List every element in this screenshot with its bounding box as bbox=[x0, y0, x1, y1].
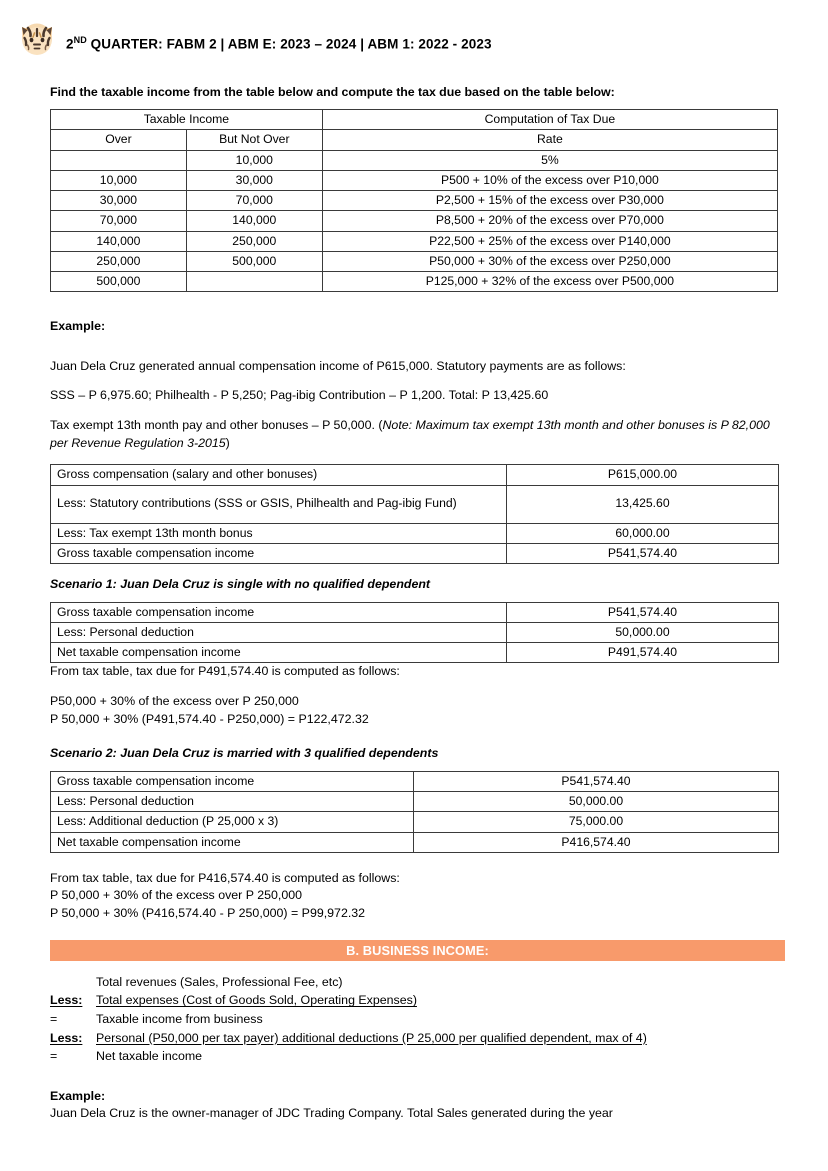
cell-value: 75,000.00 bbox=[414, 812, 779, 832]
document-body bbox=[0, 85, 828, 1123]
cell-but-not-over: 250,000 bbox=[186, 231, 322, 251]
cell-over: 250,000 bbox=[51, 251, 187, 271]
cell-value: 50,000.00 bbox=[507, 622, 779, 642]
line-3-plain: Tax exempt 13th month pay and other bonuses – P 50,000. ( bbox=[50, 418, 383, 433]
list-item-text: Personal (P50,000 per tax payer) additional deductions (P 25,000 per qualified dependent, max of 4) bbox=[96, 1030, 647, 1045]
cell-value: 50,000.00 bbox=[414, 792, 779, 812]
cell-rate: 5% bbox=[322, 150, 777, 170]
scenario-2-heading: Scenario 2: Juan Dela Cruz is married with 3 qualified dependents bbox=[50, 746, 439, 761]
list-item bbox=[50, 991, 778, 1010]
cell-value: P615,000.00 bbox=[507, 465, 779, 485]
cell-label: Gross compensation (salary and other bonuses) bbox=[51, 465, 507, 485]
scenario-1-heading: Scenario 1: Juan Dela Cruz is single with no qualified dependent bbox=[50, 577, 431, 592]
title-main: QUARTER: FABM 2 | ABM E: 2023 – 2024 | ABM 1: 2022 - 2023 bbox=[90, 36, 492, 52]
cell-label: Less: Personal deduction bbox=[51, 792, 414, 812]
cell-but-not-over: 140,000 bbox=[186, 211, 322, 231]
table-row bbox=[51, 812, 779, 832]
scenario-2-calc-line-1: P 50,000 + 30% of the excess over P 250,000 bbox=[50, 888, 303, 903]
business-income-banner: B. BUSINESS INCOME: bbox=[50, 940, 785, 961]
cell-over: 70,000 bbox=[51, 211, 187, 231]
cell-but-not-over: 10,000 bbox=[186, 150, 322, 170]
list-item-tag: Less: bbox=[50, 993, 83, 1008]
table-row bbox=[51, 485, 779, 523]
cell-label: Less: Statutory contributions (SSS or GSIS, Philhealth and Pag-ibig Fund) bbox=[51, 485, 507, 523]
scenario-1-note: From tax table, tax due for P491,574.40 is computed as follows: bbox=[50, 664, 400, 679]
cell-rate: P125,000 + 32% of the excess over P500,000 bbox=[322, 272, 777, 292]
business-income-list bbox=[50, 973, 778, 1066]
cell-rate: P50,000 + 30% of the excess over P250,000 bbox=[322, 251, 777, 271]
group-header-computation: Computation of Tax Due bbox=[322, 110, 777, 130]
cell-rate: P500 + 10% of the excess over P10,000 bbox=[322, 170, 777, 190]
cell-label: Net taxable compensation income bbox=[51, 832, 414, 852]
column-header-rate: Rate bbox=[322, 130, 777, 150]
table-row bbox=[51, 832, 779, 852]
list-item-tag: = bbox=[50, 1049, 58, 1064]
list-item-text: Net taxable income bbox=[96, 1049, 203, 1064]
cell-over: 500,000 bbox=[51, 272, 187, 292]
list-item-tag: Less: bbox=[50, 1030, 83, 1045]
cell-label: Less: Personal deduction bbox=[51, 622, 507, 642]
cell-value: 13,425.60 bbox=[507, 485, 779, 523]
cell-but-not-over: 500,000 bbox=[186, 251, 322, 271]
cell-but-not-over bbox=[186, 272, 322, 292]
cell-over: 140,000 bbox=[51, 231, 187, 251]
cell-label: Less: Tax exempt 13th month bonus bbox=[51, 523, 507, 543]
scenario-2-calc-line-2: P 50,000 + 30% (P416,574.40 - P 250,000) = P99,972.32 bbox=[50, 906, 366, 921]
document-header bbox=[0, 0, 828, 62]
example-2-heading: Example: bbox=[50, 1088, 106, 1103]
cell-label: Net taxable compensation income bbox=[51, 643, 507, 663]
table-header-row bbox=[51, 110, 778, 130]
cell-rate: P2,500 + 15% of the excess over P30,000 bbox=[322, 191, 777, 211]
column-header-over: Over bbox=[51, 130, 187, 150]
cell-over: 30,000 bbox=[51, 191, 187, 211]
scenario-1-calc-line-2: P 50,000 + 30% (P491,574.40 - P250,000) = P122,472.32 bbox=[50, 711, 369, 726]
table-row bbox=[51, 771, 779, 791]
cell-rate: P22,500 + 25% of the excess over P140,000 bbox=[322, 231, 777, 251]
example-1-line-1: Juan Dela Cruz generated annual compensation income of P615,000. Statutory payments are as follows: bbox=[50, 358, 626, 373]
example-1-line-3 bbox=[50, 417, 778, 452]
table-row bbox=[51, 602, 779, 622]
cell-rate: P8,500 + 20% of the excess over P70,000 bbox=[322, 211, 777, 231]
group-header-taxable-income: Taxable Income bbox=[51, 110, 323, 130]
table-row bbox=[51, 251, 778, 271]
cell-value: P541,574.40 bbox=[414, 771, 779, 791]
tiger-face-icon bbox=[14, 14, 60, 60]
cell-value: P416,574.40 bbox=[414, 832, 779, 852]
gross-compensation-table bbox=[50, 464, 779, 564]
title-number: 2 bbox=[66, 36, 74, 52]
example-1-line-2: SSS – P 6,975.60; Philhealth - P 5,250; Pag-ibig Contribution – P 1,200. Total: P 13,425.60 bbox=[50, 388, 549, 403]
line-3-note: Note: Maximum tax exempt 13th month and other bonuses is P 82,000 per Revenue Regulation 3-2015 bbox=[50, 418, 770, 450]
list-item-tag: = bbox=[50, 1011, 58, 1026]
table-row bbox=[51, 792, 779, 812]
table-row bbox=[51, 465, 779, 485]
table-subheader-row bbox=[51, 130, 778, 150]
table-row bbox=[51, 272, 778, 292]
table-row bbox=[51, 150, 778, 170]
example-2-line-1: Juan Dela Cruz is the owner-manager of JDC Trading Company. Total Sales generated during the year bbox=[50, 1106, 613, 1121]
line-3-close: ) bbox=[225, 435, 230, 450]
table-row bbox=[51, 622, 779, 642]
page-title bbox=[66, 23, 492, 52]
table-row bbox=[51, 191, 778, 211]
cell-label: Gross taxable compensation income bbox=[51, 602, 507, 622]
list-item bbox=[50, 973, 778, 992]
title-ordinal: ND bbox=[73, 34, 87, 45]
cell-over bbox=[51, 150, 187, 170]
cell-over: 10,000 bbox=[51, 170, 187, 190]
cell-label: Gross taxable compensation income bbox=[51, 771, 414, 791]
cell-label: Gross taxable compensation income bbox=[51, 543, 507, 563]
cell-value: P541,574.40 bbox=[507, 602, 779, 622]
intro-instruction: Find the taxable income from the table below and compute the tax due based on the table below: bbox=[50, 85, 615, 99]
list-item bbox=[50, 1047, 778, 1066]
column-header-but-not-over: But Not Over bbox=[186, 130, 322, 150]
list-item bbox=[50, 1010, 778, 1029]
tax-bracket-table bbox=[50, 109, 778, 292]
table-row bbox=[51, 643, 779, 663]
list-item-text: Total expenses (Cost of Goods Sold, Operating Expenses) bbox=[96, 993, 417, 1008]
cell-value: P491,574.40 bbox=[507, 643, 779, 663]
table-row bbox=[51, 170, 778, 190]
cell-but-not-over: 30,000 bbox=[186, 170, 322, 190]
table-row bbox=[51, 231, 778, 251]
table-row bbox=[51, 211, 778, 231]
cell-value: P541,574.40 bbox=[507, 543, 779, 563]
cell-label: Less: Additional deduction (P 25,000 x 3) bbox=[51, 812, 414, 832]
list-item-text: Total revenues (Sales, Professional Fee, etc) bbox=[96, 974, 343, 989]
example-1-heading: Example: bbox=[50, 319, 106, 334]
scenario-1-calc-line-1: P50,000 + 30% of the excess over P 250,000 bbox=[50, 694, 299, 709]
scenario-1-table bbox=[50, 602, 779, 664]
cell-but-not-over: 70,000 bbox=[186, 191, 322, 211]
list-item-text: Taxable income from business bbox=[96, 1011, 263, 1026]
cell-value: 60,000.00 bbox=[507, 523, 779, 543]
list-item bbox=[50, 1029, 778, 1048]
table-row bbox=[51, 523, 779, 543]
table-row bbox=[51, 543, 779, 563]
scenario-2-note: From tax table, tax due for P416,574.40 is computed as follows: bbox=[50, 870, 400, 885]
scenario-2-table bbox=[50, 771, 779, 853]
